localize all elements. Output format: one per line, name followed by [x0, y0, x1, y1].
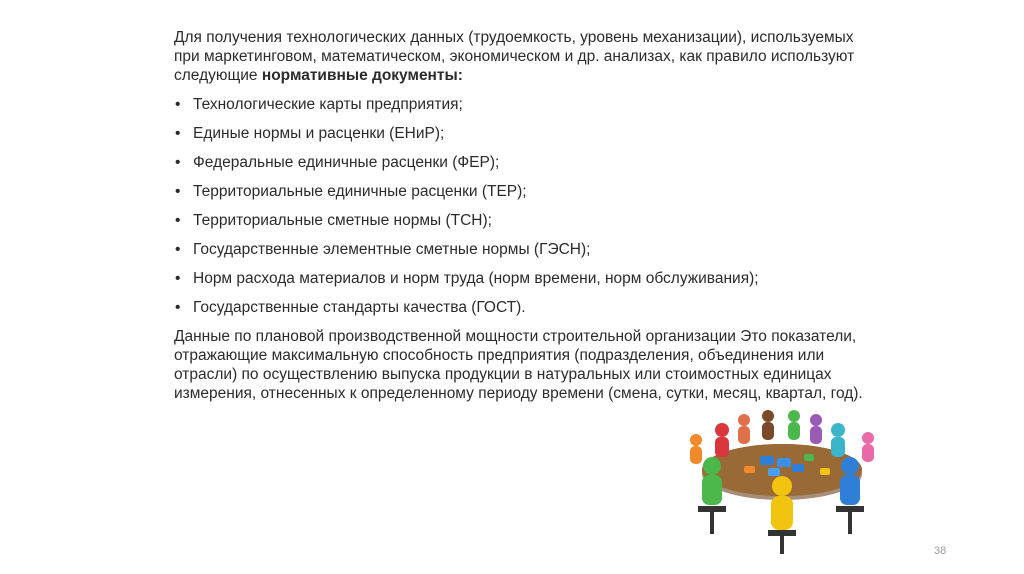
document-list	[174, 95, 864, 317]
figure	[738, 414, 750, 444]
puzzle-piece	[768, 468, 780, 476]
figure	[810, 414, 822, 444]
puzzle-piece	[760, 456, 774, 465]
figure	[768, 476, 796, 554]
puzzle-piece	[820, 468, 830, 475]
list-item: • Федеральные единичные расценки (ФЕР);	[174, 153, 864, 172]
list-item: • Государственные элементные сметные нормы (ГЭСН);	[174, 240, 864, 259]
intro-text: Для получения технологических данных (трудоемкость, уровень механизации), используемых при маркетинговом, математическом, экономическом и др. анализах, как правило используют следующие	[174, 29, 855, 84]
intro-paragraph	[174, 28, 864, 85]
list-item: • Единые нормы и расценки (ЕНиР);	[174, 124, 864, 143]
figure	[831, 423, 845, 457]
figure	[788, 410, 800, 440]
figure	[715, 423, 729, 457]
closing-paragraph: Данные по плановой производственной мощности строительной организации Это показатели, отражающие максимальную способность предприятия (подразделения, объединения или отрасли) по осуществлению выпуска продукции в натуральных или стоимостных единицах измерения, отнесенных к определенному периоду времени (смена, сутки, месяц, квартал, год).	[174, 328, 863, 402]
list-item: • Территориальные единичные расценки (ТЕР);	[174, 182, 864, 201]
team-meeting-illustration	[682, 408, 882, 556]
list-item: • Территориальные сметные нормы (ТСН);	[174, 211, 864, 230]
figure	[862, 432, 874, 462]
puzzle-piece	[777, 458, 791, 467]
intro-bold: нормативные документы:	[261, 67, 463, 84]
slide-content	[174, 28, 864, 413]
figure	[762, 410, 774, 440]
list-item: • Технологические карты предприятия;	[174, 95, 864, 114]
puzzle-piece	[744, 466, 755, 473]
puzzle-piece	[792, 464, 804, 472]
page-number: 38	[934, 545, 947, 557]
list-item: • Государственные стандарты качества (ГОСТ).	[174, 298, 864, 317]
figure	[690, 434, 702, 464]
list-item: • Норм расхода материалов и норм труда (норм времени, норм обслуживания);	[174, 269, 864, 288]
puzzle-piece	[804, 454, 814, 461]
